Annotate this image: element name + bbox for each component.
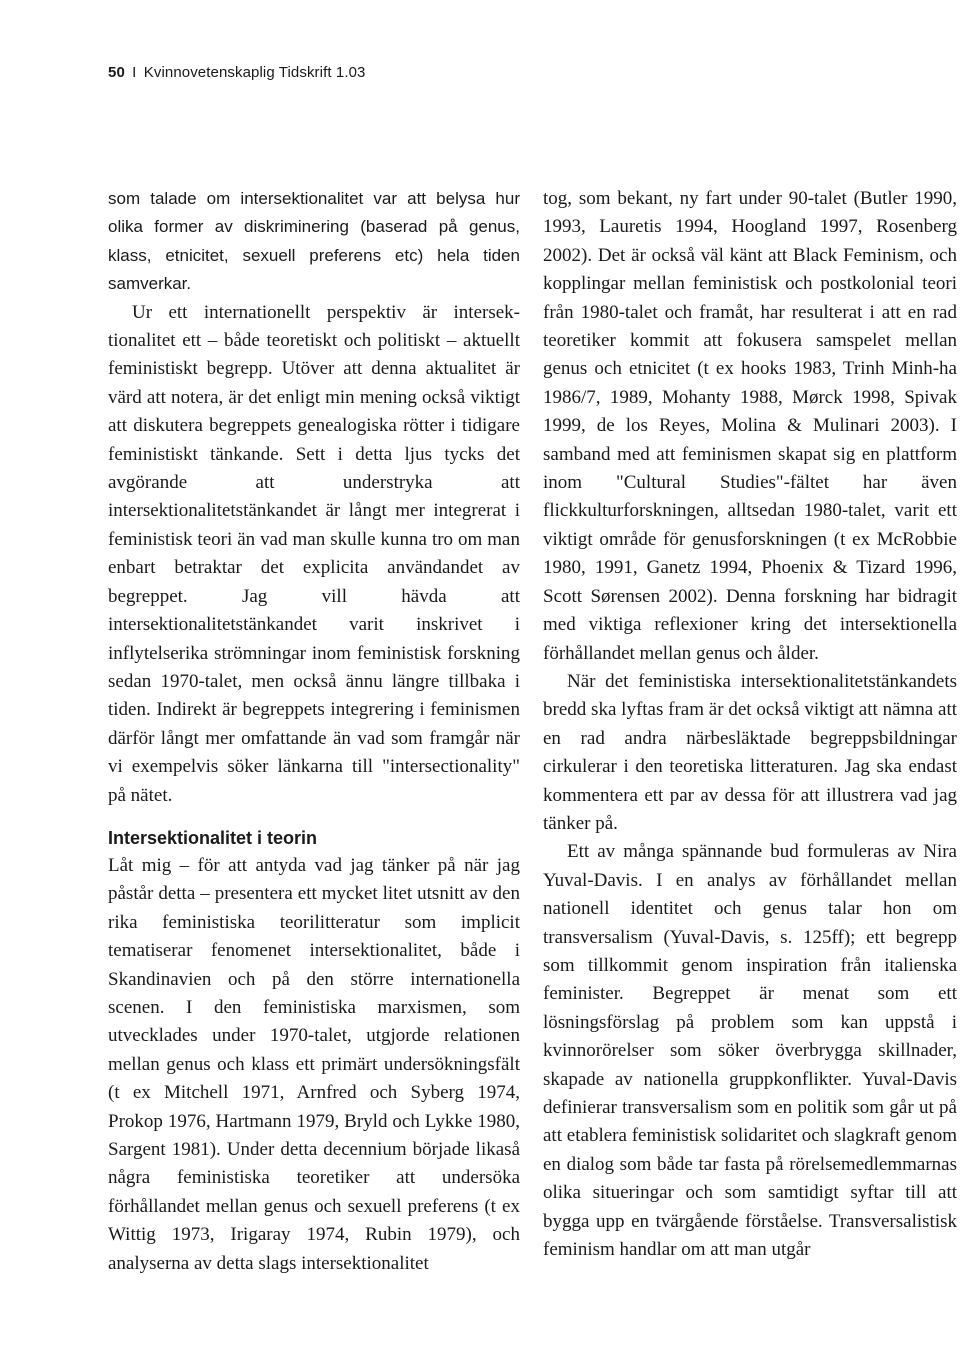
right-column bbox=[543, 185, 957, 1264]
left-paragraph-3: Låt mig – för att antyda vad jag tänker på när jag påstår detta – presentera ett mycket litet utsnitt av den rika feministiska teorilitteratur som implicit tematiserar fenomenet intersektionalitet, både i Skandinavien och på den större internationella scenen. I den feministiska marxismen, som utvecklades under 1970-talet, utgjorde relationen mellan genus och klass ett primärt undersökningsfält (t ex Mitchell 1971, Arnfred och Syberg 1974, Prokop 1976, Hartmann 1979, Bryld och Lykke 1980, Sargent 1981). Under detta decennium började likaså några feministiska teoretiker att undersöka förhållandet mellan genus och sexuell preferens (t ex Wittig 1973, Irigaray 1974, Rubin 1979), och analyserna av detta slags intersektionalitet bbox=[108, 854, 520, 1274]
right-paragraph-1: tog, som bekant, ny fart under 90-talet (Butler 1990, 1993, Lauretis 1994, Hoogland 1997, Rosenberg 2002). Det är också väl känt att Black Feminism, och kopplingar mellan feministisk och postkolonial teori från 1980-talet och framåt, har resulterat i att en rad teoretiker kommit att fokusera samspelet mellan genus och etnicitet (t ex hooks 1983, Trinh Minh-ha 1986/7, 1989, Mohanty 1988, Mørck 1998, Spivak 1999, de los Reyes, Molina & Mulinari 2003). I samband med att feminismen skapat sig en plattform inom "Cultural Studies"-fältet har även flickkulturforskningen, alltsedan 1980-talet, varit ett viktigt område för genusforskningen (t ex McRobbie 1980, 1991, Ganetz 1994, Phoenix & Tizard 1996, Scott Sørensen 2002). Denna forskning har bidragit med viktiga reflexioner kring det intersektionella förhållandet mellan genus och ålder. bbox=[543, 188, 957, 664]
left-column bbox=[108, 185, 520, 1278]
right-paragraph-3: Ett av många spännande bud formuleras av Nira Yuval-Davis. I en analys av förhållandet mellan nationell identitet och genus talar hon om transversalism (Yuval-Davis, s. 125ff); ett begrepp som tillkommit genom inspiration från italienska feminister. Begreppet är menat som ett lösningsförslag på problem som kan uppstå i kvinnorörelser som söker överbrygga skillnader, skapade av nationella gruppkonflikter. Yuval-Davis definierar transversalism som en politik som går ut på att etablera feministisk solidaritet och slagkraft genom en dialog som både tar fasta på rörelsemedlemmarnas olika situeringar och som samtidigt syftar till att bygga upp en tvärgående förståelse. Transversalistisk feminism handlar om att man utgår bbox=[543, 841, 957, 1261]
section-heading: Intersektionalitet i teorin bbox=[108, 827, 318, 848]
journal-title: Kvinnovetenskaplig Tidskrift 1.03 bbox=[143, 64, 366, 81]
page-number: 50 bbox=[108, 64, 125, 81]
right-paragraph-2: När det feministiska intersektionalitetstänkandets bredd ska lyftas fram är det också viktigt att nämna att en rad andra närbesläktade begreppsbildningar cirkulerar i den teoretiska litteraturen. Jag ska endast kommentera ett par av dessa för att illustrera vad jag tänker på. bbox=[543, 670, 957, 834]
running-head bbox=[108, 64, 366, 81]
left-paragraph-2: Ur ett internationellt perspektiv är intersektionalitet ett – både teoretiskt och politiskt – aktuellt feministiskt begrepp. Utöver att denna aktualitet är värd att notera, är det enligt min mening också viktigt att diskutera begreppets genealogiska rötter i tidigare feministiskt tänkande. Sett i detta ljus tycks det avgörande att understryka att intersektionalitetstänkandet är långt mer integrerat i feministisk teori än vad man skulle kunna tro om man enbart betraktar det explicita användandet av begreppet. Jag vill hävda att intersektionalitetstänkandet varit inskrivet i inflytelserika strömningar inom feministisk forskning sedan 1970-talet, men också ännu längre tillbaka i tiden. Indirekt är begreppets integrering i feminismen därför långt mer omfattande än vad som framgår när vi exempelvis söker länkarna till "intersectionality" på nätet. bbox=[108, 301, 520, 806]
left-paragraph-1: som talade om intersektionalitet var att belysa hur olika former av diskriminering (baserad på genus, klass, etnicitet, sexuell preferens etc) hela tiden samverkar. bbox=[108, 189, 520, 294]
header-separator: I bbox=[132, 64, 137, 81]
